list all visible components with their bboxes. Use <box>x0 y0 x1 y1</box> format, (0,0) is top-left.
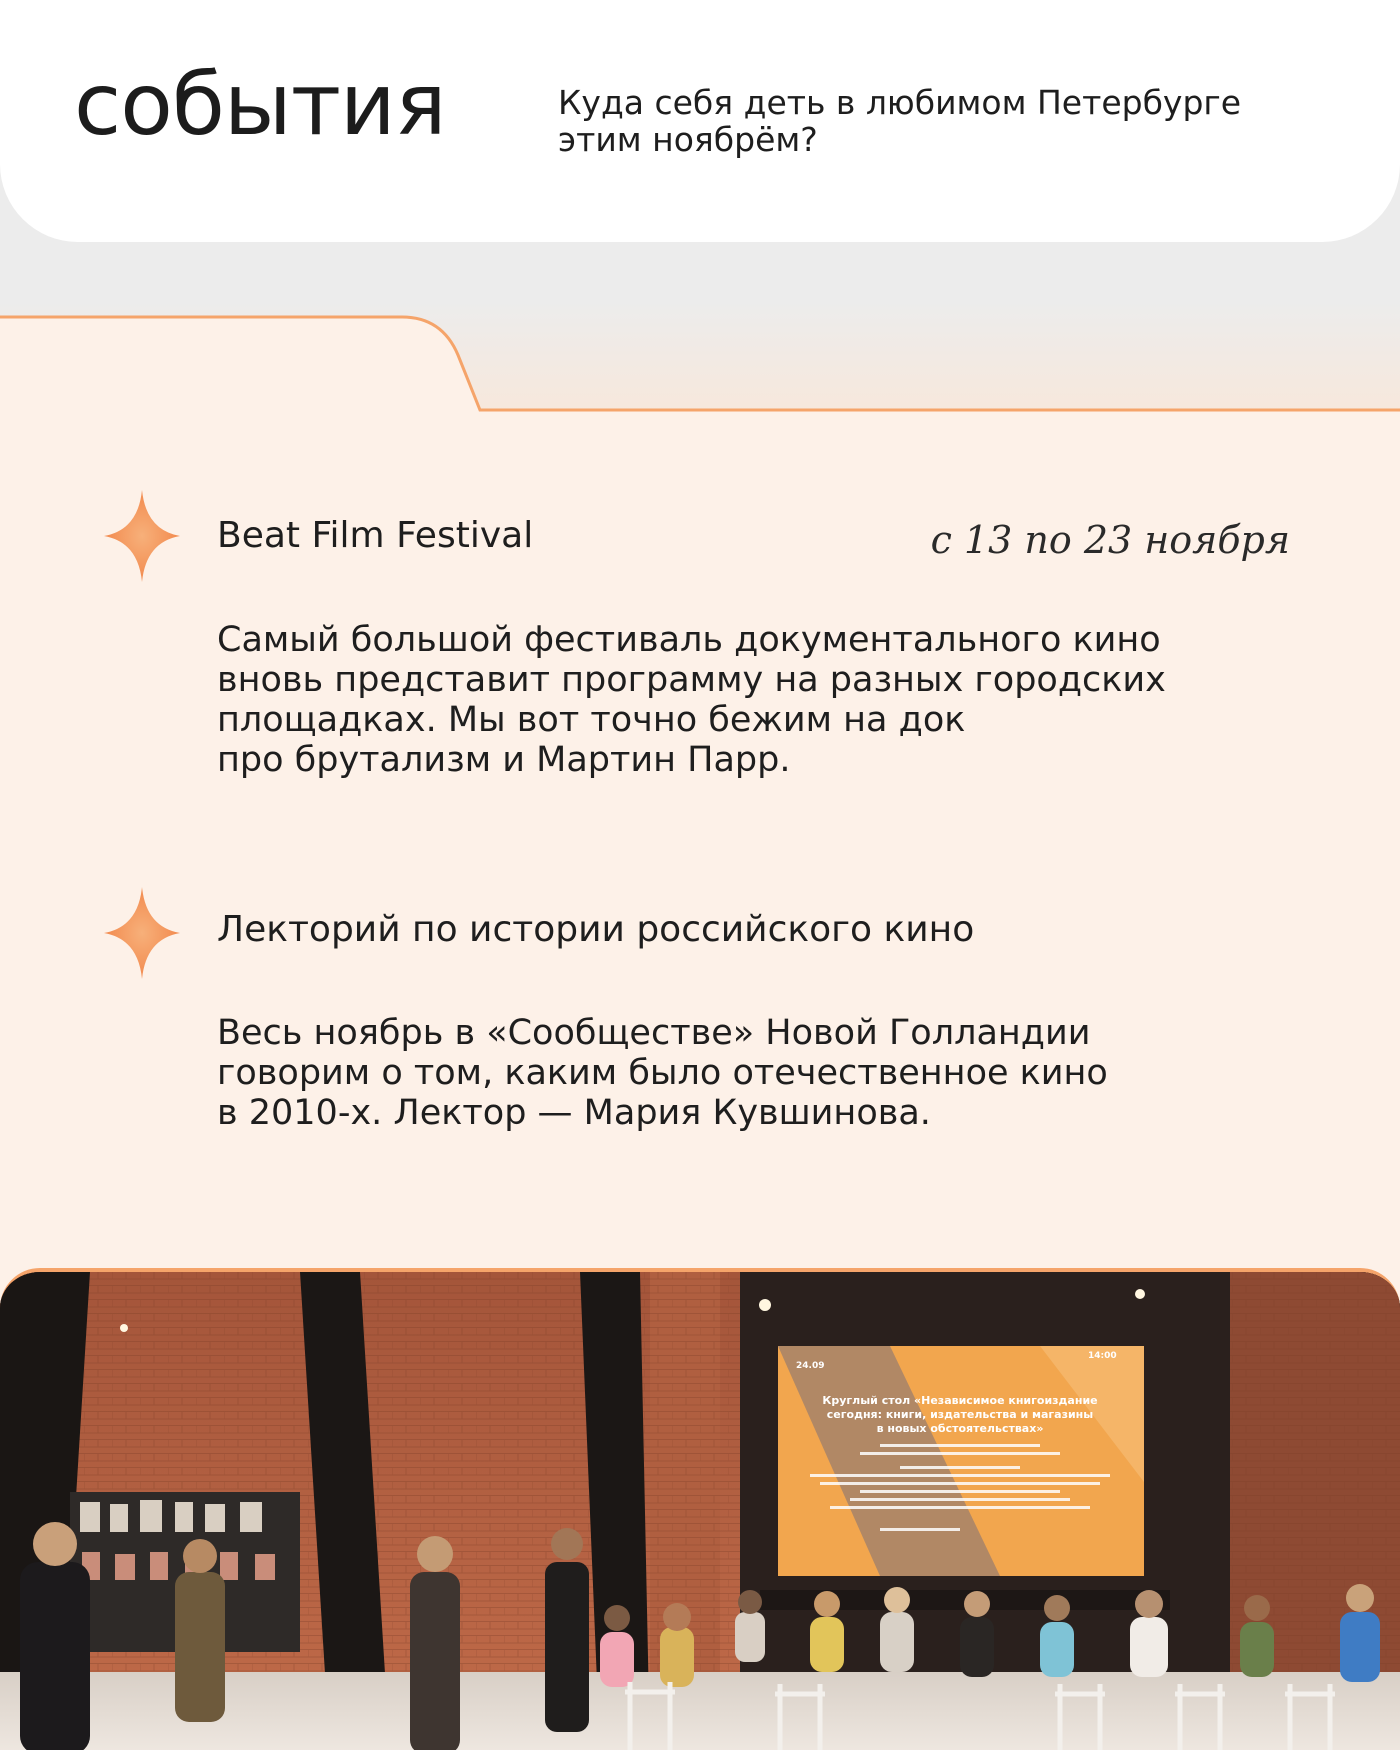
description-line: вновь представит программу на разных городских <box>217 660 1166 700</box>
screen-title-line: сегодня: книги, издательства и магазины <box>826 1408 1094 1421</box>
event-title-lectorium: Лекторий по истории российского кино <box>217 909 975 950</box>
event-hall-illustration <box>0 1272 1400 1750</box>
description-line: про брутализм и Мартин Парр. <box>217 740 791 780</box>
event-date: с 13 по 23 ноября <box>930 518 1290 562</box>
page-subtitle <box>558 84 1298 158</box>
description-line: в 2010-х. Лектор — Мария Кувшинова. <box>217 1093 931 1133</box>
screen-time: 14:00 <box>1088 1351 1117 1361</box>
page-title: события <box>74 55 446 155</box>
description-line: Самый большой фестиваль документального кино <box>217 620 1161 660</box>
event-description-lectorium <box>217 1013 1337 1133</box>
event-hall-photo <box>0 1268 1400 1750</box>
subtitle-line: Куда себя деть в любимом Петербурге <box>558 83 1242 122</box>
sparkle-icon <box>104 887 180 979</box>
screen-date: 24.09 <box>796 1361 825 1371</box>
description-line: площадках. Мы вот точно бежим на док <box>217 700 966 740</box>
description-line: говорим о том, каким было отечественное кино <box>217 1053 1108 1093</box>
screen-title-line: Круглый стол «Независимое книгоиздание <box>822 1394 1098 1407</box>
header-card <box>0 0 1400 242</box>
screen-title-line: в новых обстоятельствах» <box>876 1422 1044 1435</box>
event-description-beat-film <box>217 620 1337 780</box>
sparkle-icon <box>104 490 180 582</box>
description-line: Весь ноябрь в «Сообществе» Новой Голландии <box>217 1013 1091 1053</box>
subtitle-line: этим ноябрём? <box>558 120 818 159</box>
event-title-beat-film: Beat Film Festival <box>217 515 534 556</box>
